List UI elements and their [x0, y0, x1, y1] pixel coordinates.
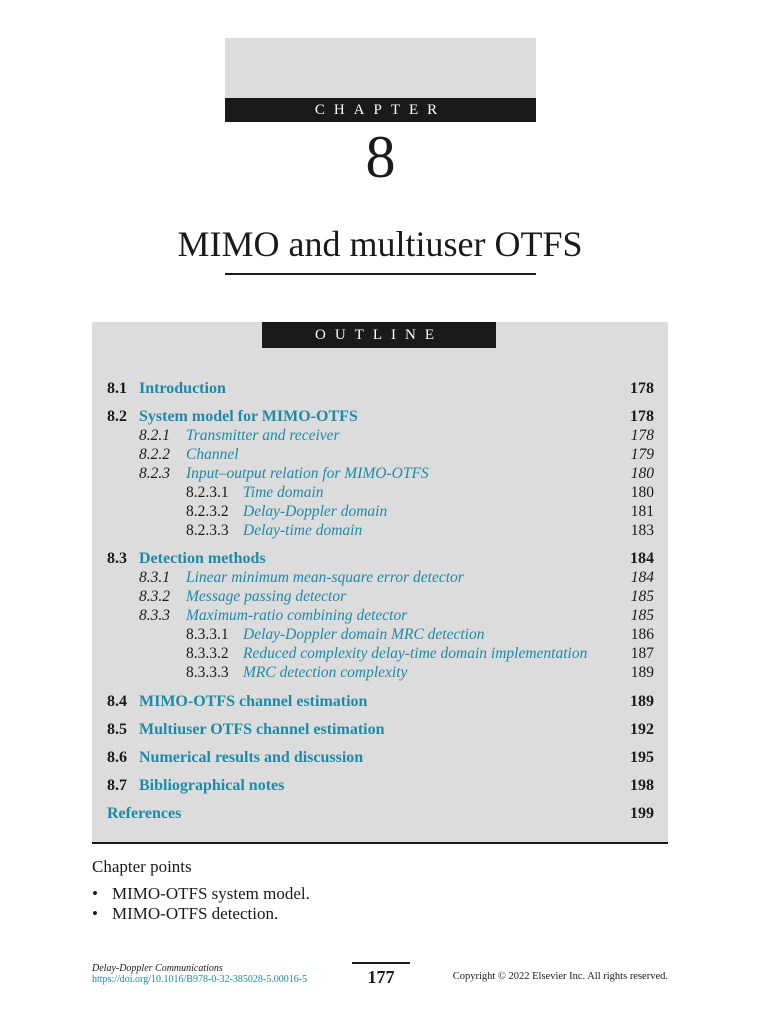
toc-entry[interactable]	[107, 568, 654, 588]
footer-citation	[92, 963, 307, 985]
toc-entry-page: 181	[630, 503, 654, 521]
toc-entry-number: 8.1	[107, 380, 127, 397]
chapter-header-box	[225, 38, 536, 98]
toc-entry-page: 184	[630, 550, 654, 568]
toc-entry-page: 179	[630, 446, 654, 464]
toc-entry-title[interactable]: Input–output relation for MIMO-OTFS	[186, 465, 429, 483]
toc-entry-page: 184	[630, 569, 654, 587]
toc-entry[interactable]	[107, 483, 654, 503]
toc-entry[interactable]	[107, 379, 654, 399]
toc-entry-page: 192	[630, 720, 654, 738]
copyright-notice: Copyright © 2022 Elsevier Inc. All rights reserved.	[452, 971, 668, 982]
toc-entry[interactable]	[107, 445, 654, 465]
toc-entry[interactable]	[107, 644, 654, 664]
toc-entry-title[interactable]: Multiuser OTFS channel estimation	[139, 720, 385, 738]
toc-entry-number: 8.4	[107, 692, 127, 710]
chapter-point: • MIMO-OTFS system model.	[92, 884, 310, 903]
toc-entry-number: 8.3.2	[139, 588, 170, 606]
toc-entry-title[interactable]: Detection methods	[139, 550, 266, 568]
toc-entry-number: 8.3	[107, 550, 127, 568]
toc-entry-title[interactable]: Channel	[186, 446, 239, 464]
toc-entry-number: 8.5	[107, 720, 127, 738]
toc-entry-number: 8.2.1	[139, 427, 170, 445]
toc-entry-number: 8.6	[107, 749, 127, 766]
toc-entry[interactable]	[107, 464, 654, 484]
toc-entry-number: 8.2.3.3	[186, 522, 229, 540]
toc-entry-page: 180	[630, 465, 654, 483]
toc-entry-title[interactable]: Maximum-ratio combining detector	[186, 607, 408, 625]
toc-entry-number: 8.7	[107, 777, 127, 795]
toc-entry-title[interactable]: Numerical results and discussion	[139, 749, 364, 766]
toc-entry[interactable]	[107, 549, 654, 569]
toc-entry[interactable]	[107, 720, 654, 740]
bullet-icon: •	[92, 904, 98, 923]
toc-entry[interactable]	[107, 776, 654, 796]
toc-entry-page: 198	[630, 777, 654, 795]
toc-entry-title[interactable]: Time domain	[243, 484, 324, 502]
chapter-point: • MIMO-OTFS detection.	[92, 904, 279, 923]
toc-entry-number: 8.2.2	[139, 446, 170, 464]
toc-entry-title[interactable]: Message passing detector	[186, 588, 347, 606]
bullet-icon: •	[92, 884, 98, 903]
toc-entry-title[interactable]: Reduced complexity delay-time domain implementation	[243, 645, 588, 663]
toc-entry-title[interactable]: Delay-Doppler domain MRC detection	[243, 626, 485, 644]
toc-entry-page: 180	[630, 484, 654, 502]
toc-entry-title[interactable]: Bibliographical notes	[139, 777, 285, 795]
toc-entry[interactable]	[107, 748, 654, 768]
toc-entry-page: 189	[630, 664, 654, 682]
toc-entry-number: 8.3.3	[139, 607, 170, 625]
doi-link[interactable]: https://doi.org/10.1016/B978-0-32-385028-5.00016-5	[92, 974, 308, 985]
toc-entry-title[interactable]: MIMO-OTFS channel estimation	[139, 692, 368, 710]
outline-box	[92, 322, 668, 844]
toc-entry-number: 8.2.3.2	[186, 503, 229, 521]
toc-entry-page: 187	[630, 645, 654, 663]
toc-entry[interactable]	[107, 407, 654, 427]
chapter-label: CHAPTER	[225, 98, 536, 122]
toc-entry-number: 8.2.3.1	[186, 484, 229, 502]
toc-entry-page: 199	[630, 805, 654, 823]
chapter-points-heading: Chapter points	[92, 857, 192, 876]
toc-entry[interactable]	[107, 606, 654, 626]
toc-entry[interactable]	[107, 804, 654, 824]
toc-entry-number: 8.3.1	[139, 569, 170, 587]
toc-entry[interactable]	[107, 521, 654, 541]
toc-entry-page: 178	[630, 427, 654, 445]
toc-entry-title[interactable]: References	[107, 805, 182, 823]
toc-entry[interactable]	[107, 426, 654, 446]
outline-label: OUTLINE	[262, 322, 496, 348]
toc-entry-title[interactable]: Linear minimum mean-square error detector	[186, 569, 464, 587]
toc-entry[interactable]	[107, 625, 654, 645]
toc-entry-title[interactable]: MRC detection complexity	[243, 664, 408, 682]
toc-entry-number: 8.3.3.2	[186, 645, 229, 663]
toc-entry-page: 186	[630, 626, 654, 644]
toc-entry-page: 183	[630, 522, 654, 540]
toc-entry-page: 189	[630, 692, 654, 710]
toc-entry[interactable]	[107, 663, 654, 683]
toc-entry-title[interactable]: Delay-Doppler domain	[243, 503, 388, 521]
toc-entry-number: 8.3.3.1	[186, 626, 229, 644]
toc-entry-number: 8.2.3	[139, 465, 170, 483]
toc-entry[interactable]	[107, 692, 654, 712]
chapter-points-list	[92, 884, 310, 924]
toc-entry-number: 8.3.3.3	[186, 664, 229, 682]
toc-entry-page: 185	[630, 607, 654, 625]
toc-entry-page: 185	[630, 588, 654, 606]
book-title: Delay-Doppler Communications	[92, 963, 223, 974]
toc-entry-page: 195	[630, 749, 654, 766]
toc-entry-title[interactable]: Transmitter and receiver	[186, 427, 340, 445]
page-number: 177	[352, 962, 410, 990]
toc-entry-page: 178	[630, 380, 654, 397]
toc-entry-title[interactable]: System model for MIMO-OTFS	[139, 408, 358, 426]
toc-entry-page: 178	[630, 408, 654, 426]
chapter-title: MIMO and multiuser OTFS	[177, 224, 583, 264]
toc-entry-number: 8.2	[107, 408, 127, 426]
toc-entry-title[interactable]: Introduction	[139, 380, 226, 397]
toc-entry[interactable]	[107, 502, 654, 522]
toc-entry[interactable]	[107, 587, 654, 607]
toc-entry-title[interactable]: Delay-time domain	[243, 522, 363, 540]
chapter-number: 8	[365, 124, 396, 190]
title-divider	[225, 273, 536, 275]
